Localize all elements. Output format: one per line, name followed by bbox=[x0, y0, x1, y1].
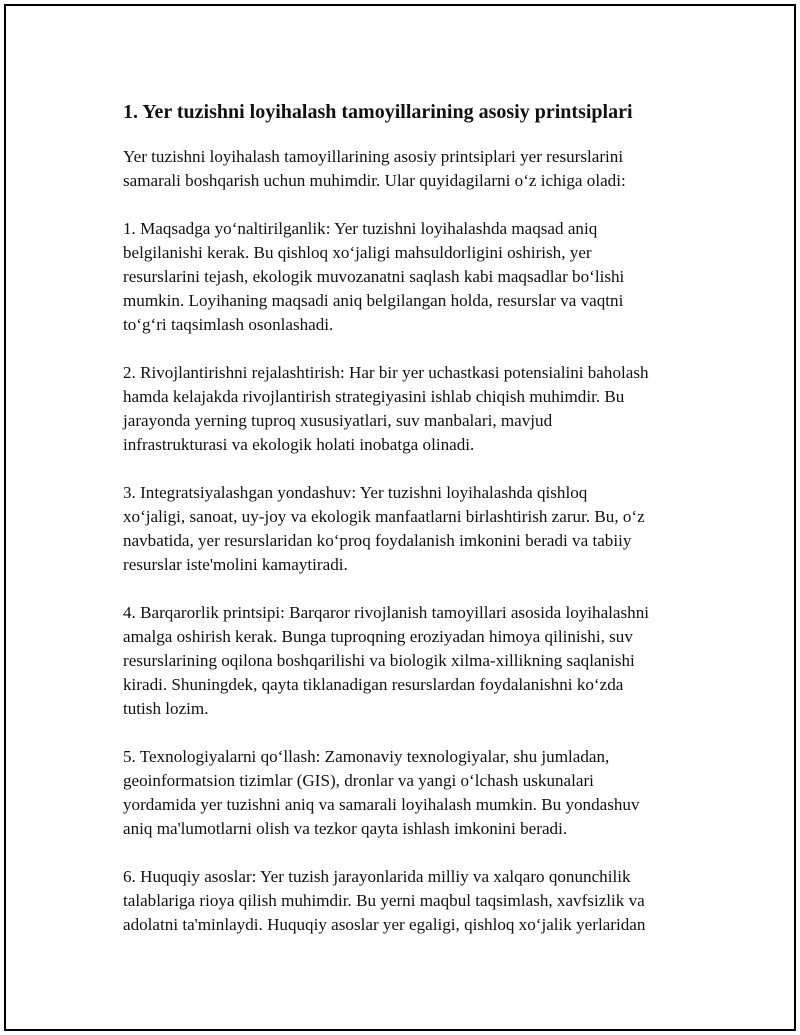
document-body bbox=[123, 99, 708, 961]
paragraph-5-texnologiya: 5. Texnologiyalarni qo‘llash: Zamonaviy texnologiyalar, shu jumladan, geoinformatsion tizimlar (GIS), dronlar va yangi o‘lchash uskunalari yordamida yer tuzishni aniq va samarali loyihalash mumkin. Bu yondashuv aniq ma'lumotlarni olish va tezkor qayta ishlash imkonini beradi. bbox=[123, 747, 640, 838]
document-title: 1. Yer tuzishni loyihalash tamoyillarining asosiy printsiplari bbox=[123, 101, 633, 123]
intro-paragraph: Yer tuzishni loyihalash tamoyillarining asosiy printsiplari yer resurslarini samarali boshqarish uchun muhimdir. Ular quyidagilarni o‘z ichiga oladi: bbox=[123, 147, 626, 190]
paragraph-3-integratsiya: 3. Integratsiyalashgan yondashuv: Yer tuzishni loyihalashda qishloq xo‘jaligi, sanoat, uy-joy va ekologik manfaatlarni birlashtirish zarur. Bu, o‘z navbatida, yer resurslaridan ko‘proq foydalanish imkonini beradi va tabiiy resurslar iste'molini kamaytiradi. bbox=[123, 483, 645, 574]
paragraph-2-rivojlantirish: 2. Rivojlantirishni rejalashtirish: Har bir yer uchastkasi potensialini baholash hamda kelajakda rivojlantirish strategiyasini ishlab chiqish muhimdir. Bu jarayonda yerning tuproq xususiyatlari, suv manbalari, mavjud infrastrukturasi va ekologik holati inobatga olinadi. bbox=[123, 363, 649, 454]
paragraph-6-huquqiy: 6. Huquqiy asoslar: Yer tuzish jarayonlarida milliy va xalqaro qonunchilik talablariga rioya qilish muhimdir. Bu yerni maqbul taqsimlash, xavfsizlik va adolatni ta'minlaydi. Huquqiy asoslar yer egaligi, qishloq xo‘jalik yerlaridan bbox=[123, 867, 646, 934]
page-frame bbox=[4, 4, 796, 1031]
paragraph-1-maqsadga: 1. Maqsadga yo‘naltirilganlik: Yer tuzishni loyihalashda maqsad aniq belgilanishi kerak. Bu qishloq xo‘jaligi mahsuldorligini oshirish, yer resurslarini tejash, ekologik muvozanatni saqlash kabi maqsadlar bo‘lishi mumkin. Loyihaning maqsadi aniq belgilangan holda, resurslar va vaqtni to‘g‘ri taqsimlash osonlashadi. bbox=[123, 219, 625, 334]
paragraph-4-barqarorlik: 4. Barqarorlik printsipi: Barqaror rivojlanish tamoyillari asosida loyihalashni amalga oshirish kerak. Bunga tuproqning eroziyadan himoya qilinishi, suv resurslarining oqilona boshqarilishi va biologik xilma-xillikning saqlanishi kiradi. Shuningdek, qayta tiklanadigan resurslardan foydalanishni ko‘zda tutish lozim. bbox=[123, 603, 650, 718]
